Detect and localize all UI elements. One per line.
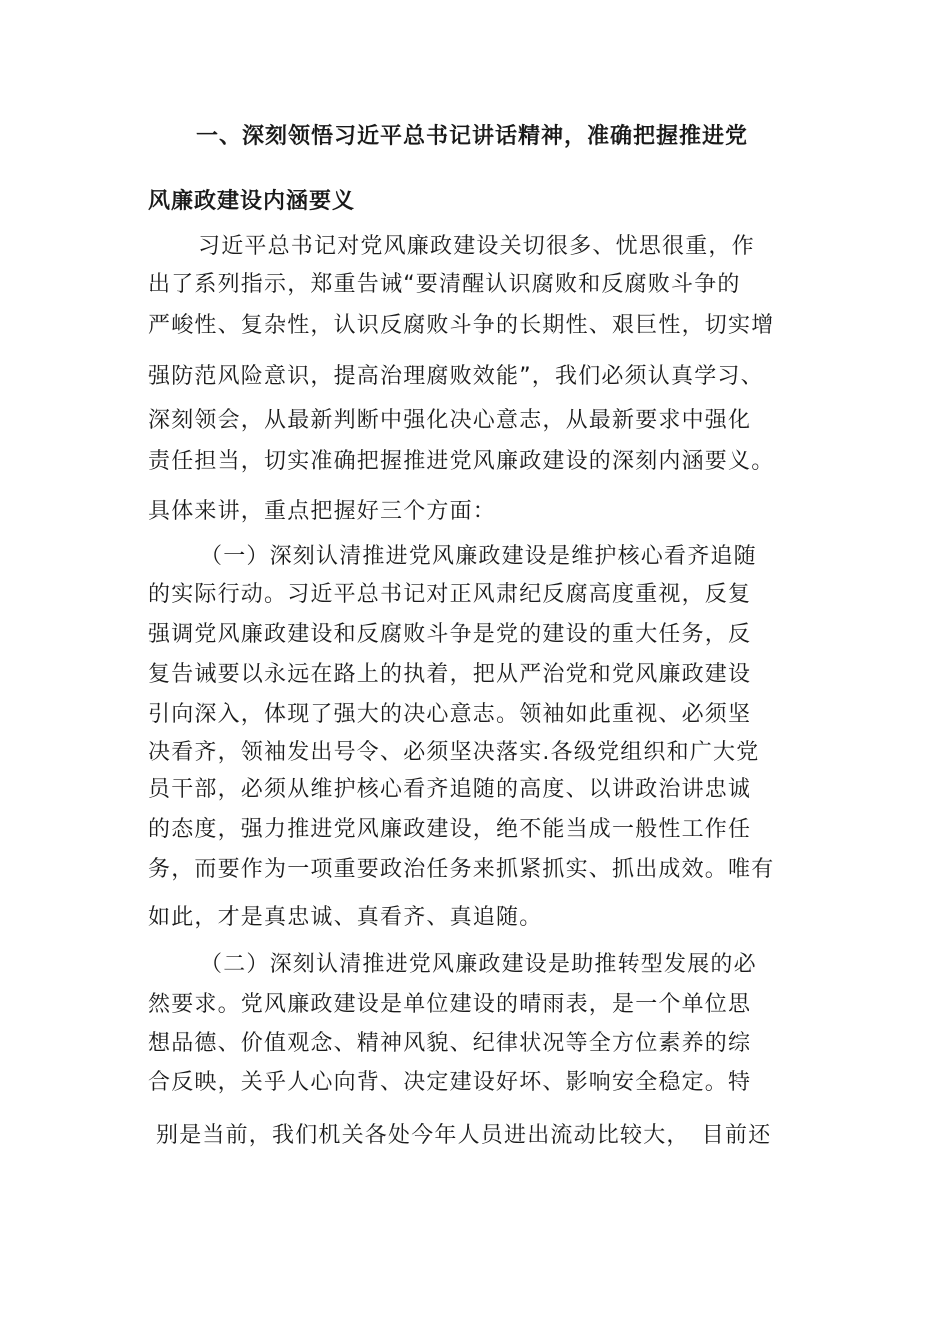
paragraph-line: 务，而要作为一项重要政治任务来抓紧抓实、抓出成效。唯有 <box>148 857 775 882</box>
paragraph-line: 员干部，必须从维护核心看齐追随的高度、以讲政治讲忠诚 <box>148 777 752 802</box>
paragraph-line: 具体来讲，重点把握好三个方面： <box>148 499 497 524</box>
paragraph-line: 严峻性、复杂性，认识反腐败斗争的长期性、艰巨性，切实增 <box>148 313 775 338</box>
section-heading-line-2: 风廉政建设内涵要义 <box>148 189 356 214</box>
paragraph-line: 深刻领会，从最新判断中强化决心意志，从最新要求中强化 <box>148 408 752 433</box>
paragraph-line: （一）深刻认清推进党风廉政建设是维护核心看齐追随 <box>200 544 757 569</box>
paragraph-line: 如此，才是真忠诚、真看齐、真追随。 <box>148 905 543 930</box>
paragraph-line: 强调党风廉政建设和反腐败斗争是党的建设的重大任务，反 <box>148 622 752 647</box>
paragraph-line: 的实际行动。习近平总书记对正风肃纪反腐高度重视，反复 <box>148 582 752 607</box>
paragraph-line: 强防范风险意识，提高治理腐败效能”，我们必须认真学习、 <box>148 364 764 389</box>
paragraph-line: 别是当前，我们机关各处今年人员进出流动比较大， 目前还 <box>156 1123 772 1148</box>
paragraph-line: 习近平总书记对党风廉政建设关切很多、忧思很重，作 <box>198 234 755 259</box>
section-heading-line-1: 一、深刻领悟习近平总书记讲话精神，准确把握推进党 <box>196 124 749 149</box>
paragraph-line: 复告诫要以永远在路上的执着，把从严治党和党风廉政建设 <box>148 662 752 687</box>
paragraph-line: 想品德、价值观念、精神风貌、纪律状况等全方位素养的综 <box>148 1031 752 1056</box>
paragraph-line: 引向深入，体现了强大的决心意志。领袖如此重视、必须坚 <box>148 702 752 727</box>
paragraph-line: 出了系列指示，郑重告诫“要清醒认识腐败和反腐败斗争的 <box>148 272 741 297</box>
paragraph-line: 的态度，强力推进党风廉政建设，绝不能当成一般性工作任 <box>148 817 752 842</box>
paragraph-line: 然要求。党风廉政建设是单位建设的晴雨表，是一个单位思 <box>148 992 752 1017</box>
paragraph-line: 决看齐，领袖发出号令、必须坚决落实.各级党组织和广大党 <box>148 740 760 765</box>
paragraph-line: 合反映，关乎人心向背、决定建设好坏、影响安全稳定。特 <box>148 1070 752 1095</box>
paragraph-line: （二）深刻认清推进党风廉政建设是助推转型发展的必 <box>200 952 757 977</box>
paragraph-line: 责任担当，切实准确把握推进党风廉政建设的深刻内涵要义。 <box>148 449 775 474</box>
